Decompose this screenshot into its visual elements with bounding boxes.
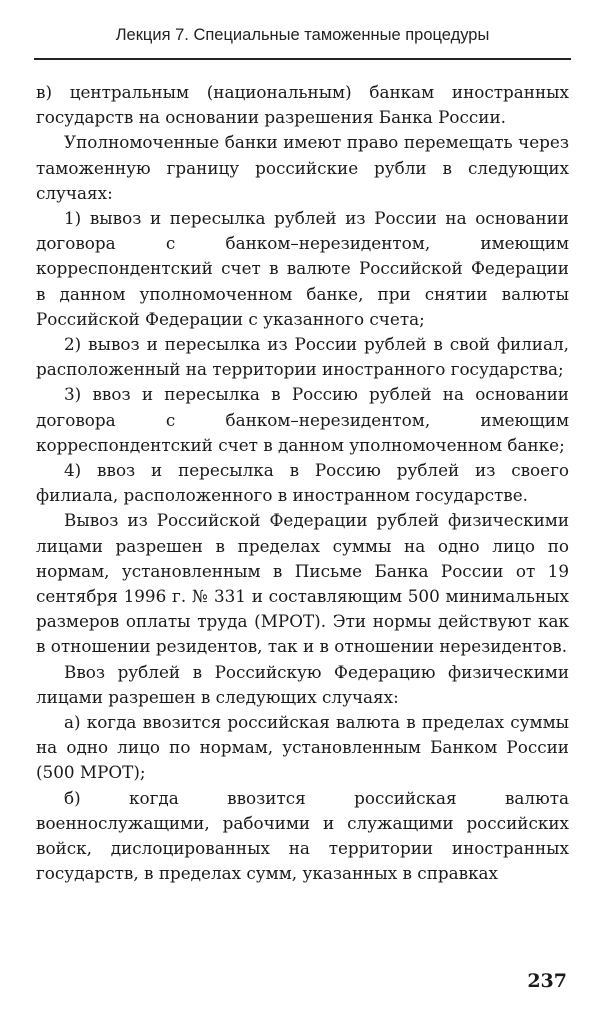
paragraph-case-1: 1) вывоз и пересылка рублей из России на основании договора с банком–нерезидентом, имеющим корреспондентский счет в валюте Российской Федерации в данном уполномоченном банке, при снятии валюты Российской Федерации с указанного счета; [36,208,569,329]
paragraph-import-case-a: а) когда ввозится российская валюта в пределах суммы на одно лицо по нормам, установленным Банком России (500 МРОТ); [36,712,569,783]
paragraph-case-4: 4) ввоз и пересылка в Россию рублей из своего филиала, расположенного в иностранном государстве. [36,460,569,506]
header-rule [34,58,571,60]
paragraph-case-2: 2) вывоз и пересылка из России рублей в свой филиал, расположенный на территории иностранного государства; [36,334,569,380]
page-body [36,80,569,887]
paragraph-list-item-v: в) центральным (национальным) банкам иностранных государств на основании разрешения Банка России. [36,82,569,128]
page-number: 237 [527,970,567,992]
paragraph-import-case-b: б) когда ввозится российская валюта военнослужащими, рабочими и служащими российских войск, дислоцированных на территории иностранных государств, в пределах сумм, указанных в справках [36,787,569,884]
paragraph-intro-banks: Уполномоченные банки имеют право перемещать через таможенную границу российские рубли в следующих случаях: [36,132,569,203]
paragraph-export-individuals: Вывоз из Российской Федерации рублей физическими лицами разрешен в пределах суммы на одно лицо по нормам, установленным в Письме Банка России от 19 сентября 1996 г. № 331 и составляющим 500 минимальных размеров оплаты труда (МРОТ). Эти нормы действуют как в отношении резидентов, так и в отношении нерезидентов. [36,510,569,657]
paragraph-case-3: 3) ввоз и пересылка в Россию рублей на основании договора с банком–нерезидентом, имеющим корреспондентский счет в данном уполномоченном банке; [36,384,569,455]
paragraph-import-intro: Ввоз рублей в Российскую Федерацию физическими лицами разрешен в следующих случаях: [36,661,569,707]
running-header: Лекция 7. Специальные таможенные процедуры [115,26,490,44]
